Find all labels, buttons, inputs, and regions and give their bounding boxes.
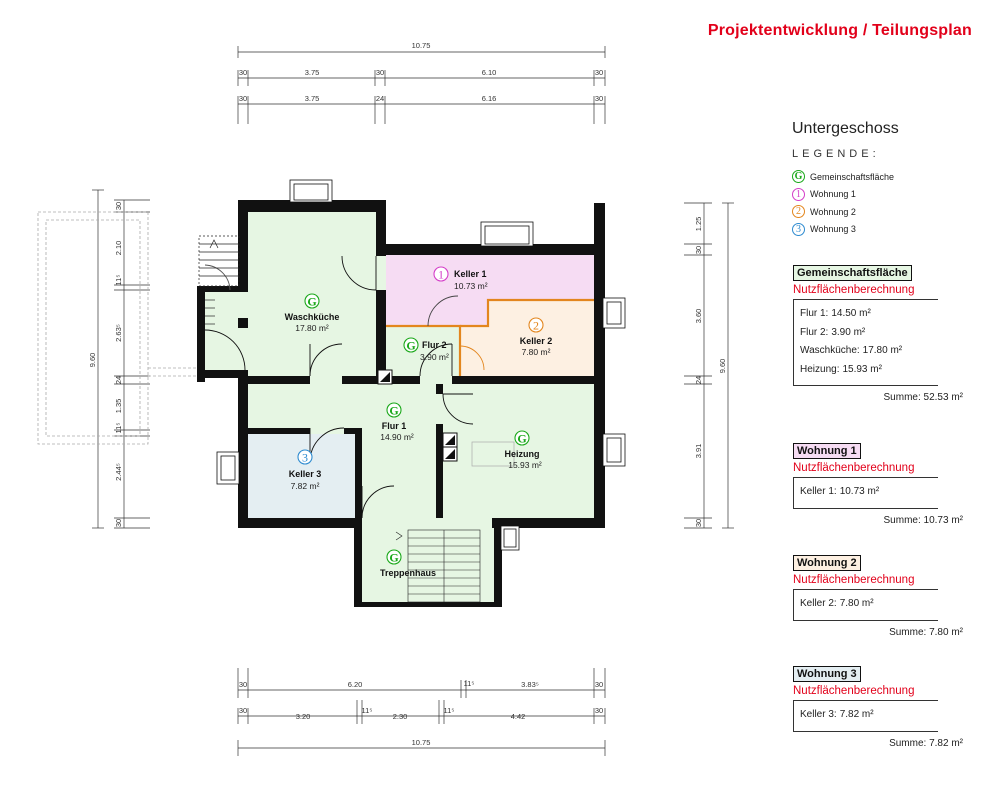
floor-name: Untergeschoss: [792, 120, 899, 137]
dim-label: 1.35: [114, 398, 123, 414]
legend-symbol-icon: 2: [792, 205, 805, 218]
header-title: Projektentwicklung / Teilungsplan: [707, 22, 972, 39]
room-name: Keller 2: [519, 336, 553, 346]
legend-symbol-icon: 3: [792, 223, 805, 236]
area-sum-value: 7.82 m²: [929, 737, 963, 749]
top-dimensions: [238, 46, 605, 124]
room-area: 7.82 m²: [290, 481, 320, 491]
area-subtitle: Nutzflächenberechnung: [793, 284, 915, 296]
area-block-wohnung2: [793, 553, 973, 638]
room-name: Heizung: [504, 449, 540, 459]
legend-symbol-icon: 1: [792, 188, 805, 201]
dim-label: 2.63⁵: [114, 324, 123, 342]
dim-label: 30: [238, 68, 248, 77]
dim-label: 30: [594, 68, 604, 77]
dim-label: 30: [375, 68, 385, 77]
area-item: [800, 706, 932, 725]
area-item-label: Keller 1:: [800, 486, 837, 497]
room-symbol-text: 3: [302, 450, 308, 465]
dim-label: 30: [238, 706, 248, 715]
area-list: [793, 700, 938, 732]
area-item-label: Flur 2:: [800, 326, 829, 338]
room-area: 17.80 m²: [295, 323, 329, 333]
legend-item-gemeinschaft: [792, 168, 982, 186]
dim-label: 11⁵: [114, 422, 123, 434]
area-block-gemeinschaft: [793, 263, 973, 403]
room-symbol-text: 2: [533, 318, 539, 333]
area-list: [793, 589, 938, 621]
room-symbol-text: G: [389, 403, 399, 418]
area-item-label: Heizung:: [800, 363, 840, 375]
room-name: Waschküche: [284, 312, 340, 322]
room-name: Flur 1: [381, 421, 407, 431]
room-symbol-text: G: [517, 431, 527, 446]
room-area: 7.80 m²: [521, 347, 551, 357]
dim-label: 2.10: [114, 240, 123, 256]
dim-label: 2.44⁵: [114, 463, 123, 481]
dim-label: 3.83⁵: [521, 680, 539, 689]
dim-label: 30: [594, 706, 604, 715]
dim-label: 30: [114, 201, 123, 211]
area-item-value: 17.80 m²: [862, 345, 903, 356]
area-sum-label: Summe:: [883, 392, 921, 403]
area-item: [800, 342, 932, 361]
dim-label: 30: [114, 518, 123, 528]
area-item: [800, 305, 932, 324]
area-sum-value: 10.73 m²: [923, 514, 963, 526]
legend-label: Wohnung 3: [810, 224, 856, 235]
area-list: [793, 299, 938, 386]
dim-label: 24: [375, 94, 385, 103]
area-tag: Wohnung 3: [793, 666, 861, 682]
room-area: 15.93 m²: [508, 460, 542, 470]
legend-title: LEGENDE:: [792, 148, 880, 160]
room-name: Keller 1: [454, 269, 487, 279]
area-block-wohnung1: [793, 441, 973, 526]
dim-label: 30: [594, 94, 604, 103]
room-name: Treppenhaus: [379, 568, 437, 578]
area-sum: [793, 515, 973, 526]
dim-label: 24: [694, 375, 703, 385]
area-sum-value: 7.80 m²: [929, 626, 963, 638]
dim-label: 24: [114, 375, 123, 385]
dim-left-total: 9.60: [88, 352, 97, 368]
area-item: [800, 324, 932, 343]
dim-label: 6.16: [481, 94, 497, 103]
area-subtitle: Nutzflächenberechnung: [793, 685, 915, 697]
room-area: 3.90 m²: [420, 352, 449, 362]
right-dimension-labels: [694, 217, 727, 527]
dim-label: 30: [238, 94, 248, 103]
area-item: [800, 483, 932, 502]
area-item-value: 3.90 m²: [831, 326, 866, 338]
dim-top-total: 10.75: [411, 41, 431, 50]
area-sum-value: 52.53 m²: [923, 392, 963, 403]
dim-label: 6.20: [347, 680, 363, 689]
dim-label: 30: [594, 680, 604, 689]
dim-label: 11⁵: [361, 706, 373, 715]
area-item-label: Keller 3:: [800, 709, 837, 720]
legend-label: Wohnung 2: [810, 206, 856, 217]
dim-label: 4.42: [510, 712, 526, 721]
area-item-value: 7.80 m²: [839, 598, 874, 609]
dim-label: 11⁵: [463, 679, 475, 688]
room-area: 10.73 m²: [454, 281, 488, 291]
left-dimension-labels: [88, 202, 123, 527]
legend-panel: [792, 120, 982, 238]
dim-bottom-total: 10.75: [411, 738, 431, 747]
area-tag: Wohnung 2: [793, 555, 861, 571]
area-subtitle: Nutzflächenberechnung: [793, 574, 915, 586]
area-sum: [793, 392, 973, 403]
room-symbol-text: G: [406, 338, 416, 353]
dim-right-total: 9.60: [718, 358, 727, 374]
dim-label: 11⁵: [443, 706, 455, 715]
dim-label: 3.75: [304, 68, 320, 77]
area-sum-label: Summe:: [889, 737, 927, 749]
dim-label: 30: [694, 518, 703, 528]
room-name: Flur 2: [422, 340, 447, 350]
area-item: [800, 595, 932, 614]
area-item-value: 14.50 m²: [831, 308, 871, 319]
area-sum: [793, 627, 973, 638]
room-symbol-text: G: [389, 550, 399, 565]
legend-item-wohnung1: [792, 186, 982, 204]
area-item-value: 15.93 m²: [842, 363, 882, 375]
legend-item-wohnung2: [792, 203, 982, 221]
dim-label: 3.60: [694, 308, 703, 324]
area-item-label: Keller 2:: [800, 598, 837, 609]
area-item-label: Flur 1:: [800, 308, 829, 319]
bottom-dimension-labels: [239, 679, 603, 747]
room-symbol-text: 1: [438, 267, 444, 282]
dim-label: 30: [694, 245, 703, 255]
dim-label: 2.30: [392, 712, 408, 721]
room-name: Keller 3: [288, 469, 322, 479]
dim-label: 3.91: [694, 443, 703, 459]
legend-item-wohnung3: [792, 221, 982, 239]
legend-label: Wohnung 1: [810, 189, 856, 200]
area-tag: Gemeinschaftsfläche: [793, 265, 912, 281]
dim-label: 30: [238, 680, 248, 689]
area-item: [800, 361, 932, 380]
dim-label: 6.10: [481, 68, 497, 77]
area-block-wohnung3: [793, 664, 973, 749]
area-item-value: 7.82 m²: [839, 709, 874, 720]
area-sum: [793, 738, 973, 749]
area-item-value: 10.73 m²: [839, 486, 880, 497]
area-list: [793, 477, 938, 509]
room-symbol-text: G: [307, 294, 317, 309]
dim-label: 3.75: [304, 94, 320, 103]
area-tag: Wohnung 1: [793, 443, 861, 459]
legend-symbol-icon: G: [792, 170, 805, 183]
dim-label: 11⁵: [114, 274, 123, 286]
top-dimension-labels: [239, 41, 603, 103]
area-subtitle: Nutzflächenberechnung: [793, 462, 915, 474]
legend-label: Gemeinschaftsfläche: [810, 171, 895, 182]
dim-label: 1.25: [694, 216, 703, 232]
dim-label: 3.20: [295, 712, 311, 721]
area-item-label: Waschküche:: [800, 345, 860, 356]
area-sum-label: Summe:: [883, 514, 921, 526]
area-sum-label: Summe:: [889, 626, 927, 638]
room-area: 14.90 m²: [380, 432, 414, 442]
